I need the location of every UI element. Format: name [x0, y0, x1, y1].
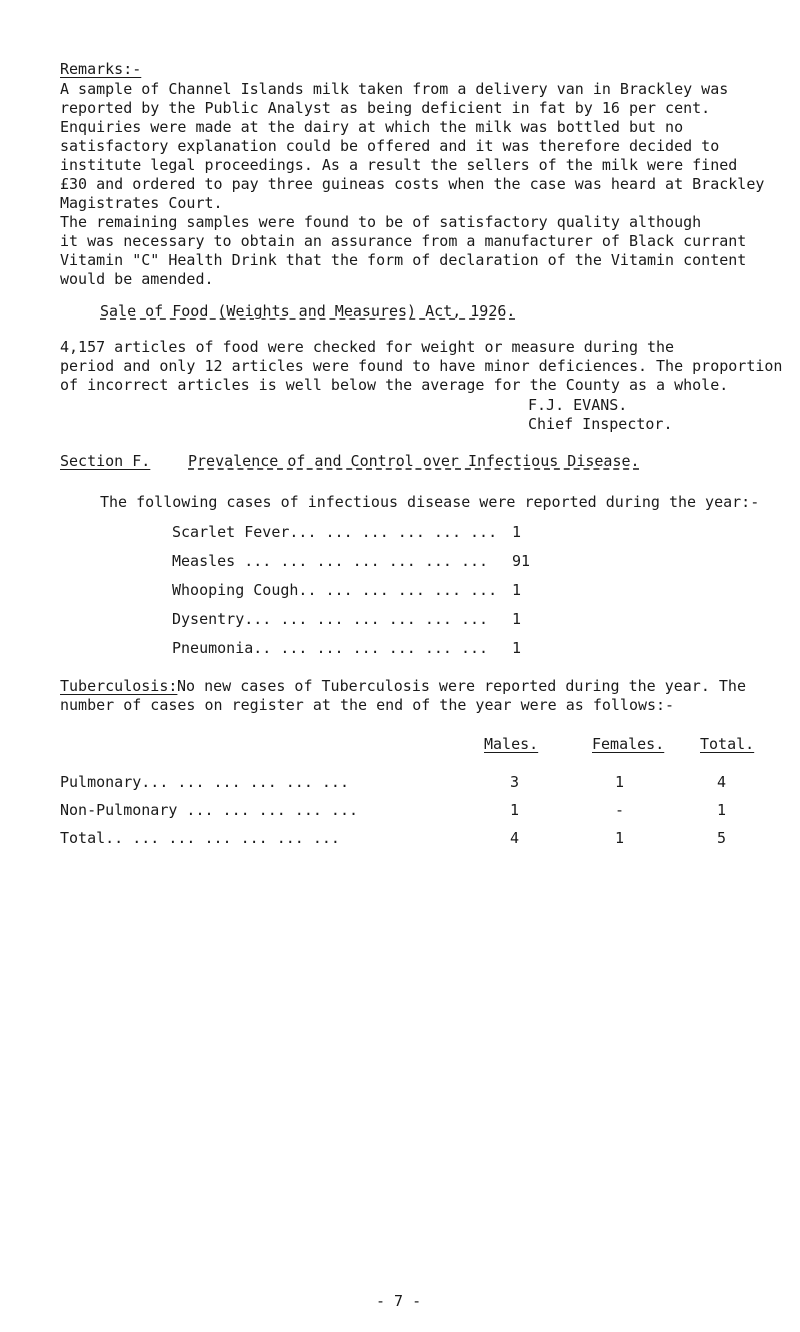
- tb-males: 3: [510, 773, 520, 791]
- weights-line: 4,157 articles of food were checked for weight or measure during the: [60, 338, 675, 356]
- disease-name: Whooping Cough.. ... ... ... ... ...: [172, 581, 498, 599]
- tb-total: 1: [717, 801, 727, 819]
- remarks-line: A sample of Channel Islands milk taken from a delivery van in Brackley was: [60, 80, 729, 98]
- disease-name: Scarlet Fever... ... ... ... ... ...: [172, 523, 498, 541]
- remarks-line: satisfactory explanation could be offered and it was therefore decided to: [60, 137, 720, 155]
- disease-name: Measles ... ... ... ... ... ... ...: [172, 552, 489, 570]
- remarks-line: reported by the Public Analyst as being deficient in fat by 16 per cent.: [60, 99, 711, 117]
- tb-row-label: Pulmonary... ... ... ... ... ...: [60, 773, 349, 791]
- remarks-line: Magistrates Court.: [60, 194, 223, 212]
- section-label: Section F.: [60, 452, 151, 470]
- tb-males: 4: [510, 829, 520, 847]
- tb-females: 1: [615, 773, 625, 791]
- tb-table-row: [0, 801, 800, 821]
- tb-row-label: Non-Pulmonary ... ... ... ... ...: [60, 801, 359, 819]
- tuberculosis-line: No new cases of Tuberculosis were reported during the year. The: [168, 677, 746, 695]
- column-header-males: Males.: [484, 735, 539, 753]
- remarks-line: institute legal proceedings. As a result the sellers of the milk were fined: [60, 156, 738, 174]
- disease-count: 1: [512, 523, 522, 541]
- page-number: - 7 -: [376, 1292, 422, 1310]
- remarks-heading: Remarks:-: [60, 60, 142, 78]
- remarks-paragraph: [60, 80, 765, 289]
- disease-row: [0, 581, 800, 601]
- tb-females: -: [615, 801, 625, 819]
- remarks-line: The remaining samples were found to be of satisfactory quality although: [60, 213, 702, 231]
- disease-row: [0, 523, 800, 543]
- disease-count: 1: [512, 610, 522, 628]
- tb-table-row: [0, 829, 800, 849]
- disease-count: 1: [512, 639, 522, 657]
- tuberculosis-line: number of cases on register at the end of the year were as follows:-: [60, 696, 675, 714]
- disease-row: [0, 610, 800, 630]
- signature-title: Chief Inspector.: [528, 415, 673, 433]
- weights-line: period and only 12 articles were found to have minor deficiences. The proportion: [60, 357, 783, 375]
- weights-paragraph: [60, 338, 783, 395]
- disease-count: 1: [512, 581, 522, 599]
- tb-table-row: [0, 773, 800, 793]
- section-title: Prevalence of and Control over Infectious Disease.: [188, 452, 640, 470]
- disease-name: Pneumonia.. ... ... ... ... ... ...: [172, 639, 489, 657]
- remarks-line: it was necessary to obtain an assurance from a manufacturer of Black currant: [60, 232, 747, 250]
- remarks-line: would be amended.: [60, 270, 214, 288]
- tb-table-header: [0, 735, 800, 755]
- disease-count: 91: [512, 552, 531, 570]
- weights-heading: Sale of Food (Weights and Measures) Act, 1926.: [100, 302, 516, 320]
- column-header-females: Females.: [592, 735, 665, 753]
- signature-name: F.J. EVANS.: [528, 396, 628, 414]
- column-header-total: Total.: [700, 735, 755, 753]
- disease-row: [0, 552, 800, 572]
- tb-females: 1: [615, 829, 625, 847]
- remarks-line: £30 and ordered to pay three guineas costs when the case was heard at Brackley: [60, 175, 765, 193]
- remarks-line: Enquiries were made at the dairy at which the milk was bottled but no: [60, 118, 684, 136]
- tb-row-label: Total.. ... ... ... ... ... ...: [60, 829, 340, 847]
- tb-males: 1: [510, 801, 520, 819]
- diseases-intro: The following cases of infectious disease were reported during the year:-: [100, 493, 760, 511]
- disease-name: Dysentry... ... ... ... ... ... ...: [172, 610, 489, 628]
- weights-line: of incorrect articles is well below the average for the County as a whole.: [60, 376, 729, 394]
- tb-total: 4: [717, 773, 727, 791]
- disease-row: [0, 639, 800, 659]
- remarks-line: Vitamin "C" Health Drink that the form of declaration of the Vitamin content: [60, 251, 747, 269]
- tb-total: 5: [717, 829, 727, 847]
- tuberculosis-heading: Tuberculosis:: [60, 677, 178, 695]
